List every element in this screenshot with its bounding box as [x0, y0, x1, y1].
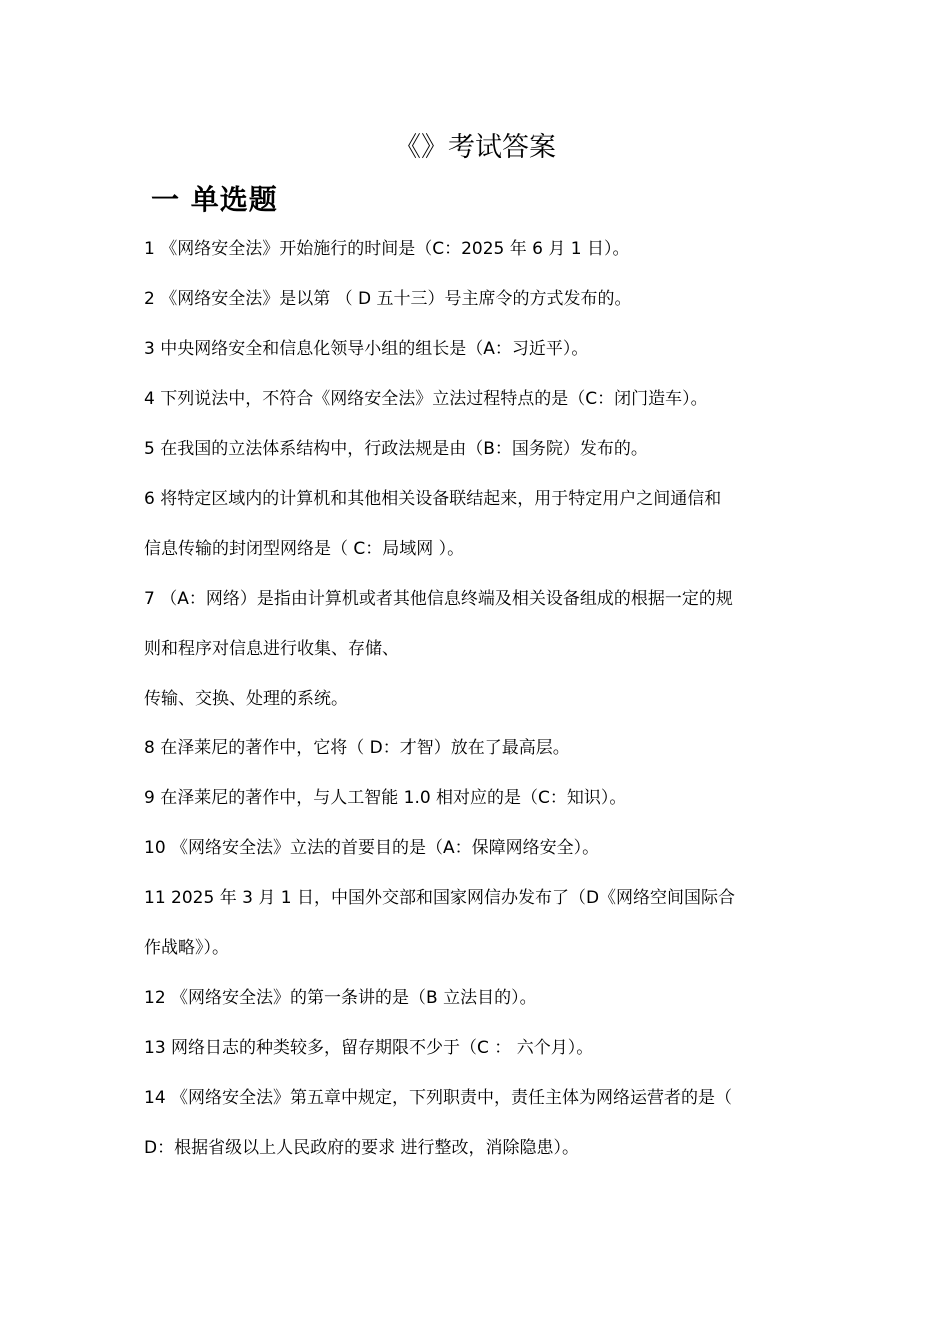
document-title: 《》考试答案	[394, 132, 556, 163]
answer-line: 1 《网络安全法》开始施行的时间是（C：2025 年 6 月 1 日）。	[144, 239, 630, 259]
answer-line: 12 《网络安全法》的第一条讲的是（B 立法目的）。	[144, 988, 537, 1008]
answer-line: 信息传输的封闭型网络是（ C：局域网 ）。	[144, 539, 465, 559]
answer-line: 则和程序对信息进行收集、存储、	[144, 639, 399, 659]
answer-line: D：根据省级以上人民政府的要求 进行整改，消除隐患）。	[144, 1138, 579, 1158]
answer-line: 8 在泽莱尼的著作中，它将（ D：才智）放在了最高层。	[144, 738, 570, 758]
answer-line: 11 2025 年 3 月 1 日，中国外交部和国家网信办发布了（D《网络空间国际合	[144, 888, 736, 908]
answer-line: 13 网络日志的种类较多，留存期限不少于（C ： 六个月）。	[144, 1038, 594, 1058]
answer-line: 4 下列说法中，不符合《网络安全法》立法过程特点的是（C：闭门造车）。	[144, 389, 708, 409]
answer-line: 9 在泽莱尼的著作中，与人工智能 1.0 相对应的是（C：知识）。	[144, 788, 627, 808]
answer-line: 14 《网络安全法》第五章中规定，下列职责中，责任主体为网络运营者的是（	[144, 1088, 733, 1108]
section-heading: 一 单选题	[151, 183, 278, 216]
answer-line: 2 《网络安全法》是以第 （ D 五十三）号主席令的方式发布的。	[144, 289, 632, 309]
answer-line: 作战略》）。	[144, 938, 229, 958]
answer-line: 5 在我国的立法体系结构中，行政法规是由（B：国务院）发布的。	[144, 439, 648, 459]
answer-line: 传输、交换、处理的系统。	[144, 689, 348, 709]
answer-line: 3 中央网络安全和信息化领导小组的组长是（A：习近平）。	[144, 339, 589, 359]
answer-line: 7 （A：网络）是指由计算机或者其他信息终端及相关设备组成的根据一定的规	[144, 589, 733, 609]
answer-line: 6 将特定区域内的计算机和其他相关设备联结起来，用于特定用户之间通信和	[144, 489, 722, 509]
answer-line: 10 《网络安全法》立法的首要目的是（A：保障网络安全）。	[144, 838, 600, 858]
